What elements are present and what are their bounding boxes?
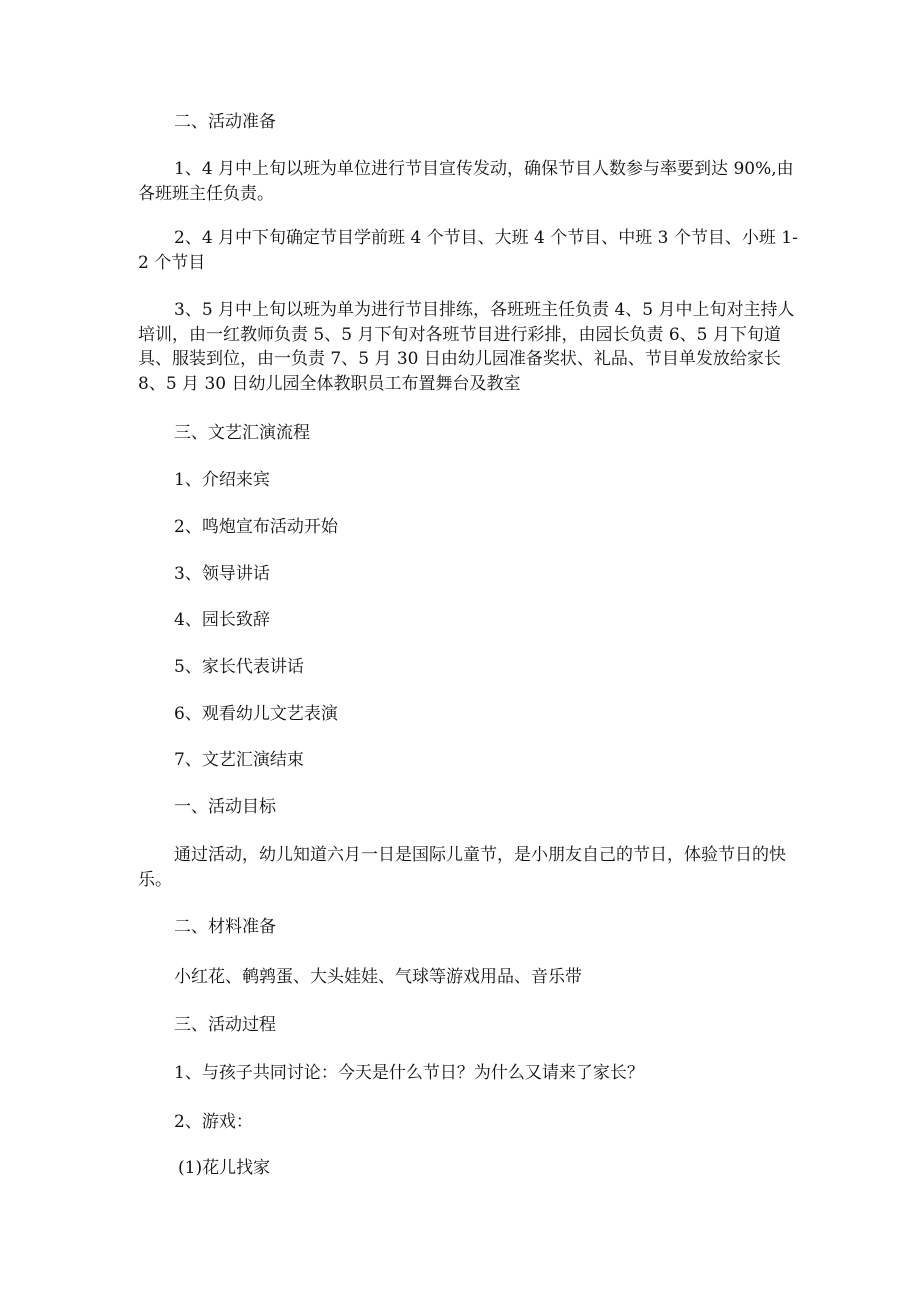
flow-item-6 [138,702,818,727]
text-line: 3、5 月中上旬以班为单为进行节目排练，各班班主任负责 4、5 月中上旬对主持人 [174,300,795,320]
text-line: 培训，由一红教师负责 5、5 月下旬对各班节目进行彩排，由园长负责 6、5 月下旬道 [138,324,781,345]
text-line: 6、观看幼儿文艺表演 [174,704,338,724]
prep-item-2 [138,226,818,275]
process-item-1 [138,1061,818,1086]
heading-activity-goal [138,795,818,820]
heading-activity-process [138,1013,818,1038]
text-line: 2、鸣炮宣布活动开始 [174,517,338,537]
text-line: 二、材料准备 [174,917,276,937]
text-line: 二、活动准备 [174,112,276,132]
flow-item-4 [138,608,818,633]
text-line: 各班班主任负责。 [138,183,274,204]
flow-item-2 [138,515,818,540]
text-line: 5、家长代表讲话 [174,657,304,677]
text-line: 8、5 月 30 日幼儿园全体教职员工布置舞台及教室 [138,373,521,394]
text-line: 3、领导讲话 [174,564,270,584]
text-line: 1、4 月中上旬以班为单位进行节目宣传发动，确保节目人数参与率要到达 90%,由 [174,159,794,179]
text-line: 通过活动，幼儿知道六月一日是国际儿童节，是小朋友自己的节日，体验节日的快 [174,845,786,865]
prep-item-3 [138,298,818,396]
text-line: 三、文艺汇演流程 [174,423,310,443]
text-line: 2 个节目 [138,252,206,273]
flow-item-1 [138,468,818,493]
process-subitem-1 [138,1156,818,1181]
heading-performance-flow [138,421,818,446]
process-item-2 [138,1110,818,1135]
goal-paragraph [138,843,818,892]
heading-materials [138,915,818,940]
heading-activity-prep [138,110,818,135]
text-line: 7、文艺汇演结束 [174,750,304,770]
flow-item-3 [138,562,818,587]
materials-paragraph [138,965,818,990]
flow-item-5 [138,655,818,680]
text-line: 1、介绍来宾 [174,470,270,490]
text-line: 乐。 [138,869,172,890]
text-line: 2、游戏： [174,1112,253,1132]
text-line: (1)花儿找家 [178,1158,271,1178]
text-line: 1、与孩子共同讨论：今天是什么节日？为什么又请来了家长？ [174,1063,644,1083]
text-line: 三、活动过程 [174,1015,276,1035]
text-line: 4、园长致辞 [174,610,270,630]
text-line: 具、服装到位，由一负责 7、5 月 30 日由幼儿园准备奖状、礼品、节目单发放给家长 [138,349,781,369]
prep-item-1 [138,157,818,206]
text-line: 2、4 月中下旬确定节目学前班 4 个节目、大班 4 个节目、中班 3 个节目、小班 1- [174,228,798,248]
flow-item-7 [138,748,818,773]
text-line: 小红花、鹌鹑蛋、大头娃娃、气球等游戏用品、音乐带 [174,967,582,987]
text-line: 一、活动目标 [174,797,276,817]
